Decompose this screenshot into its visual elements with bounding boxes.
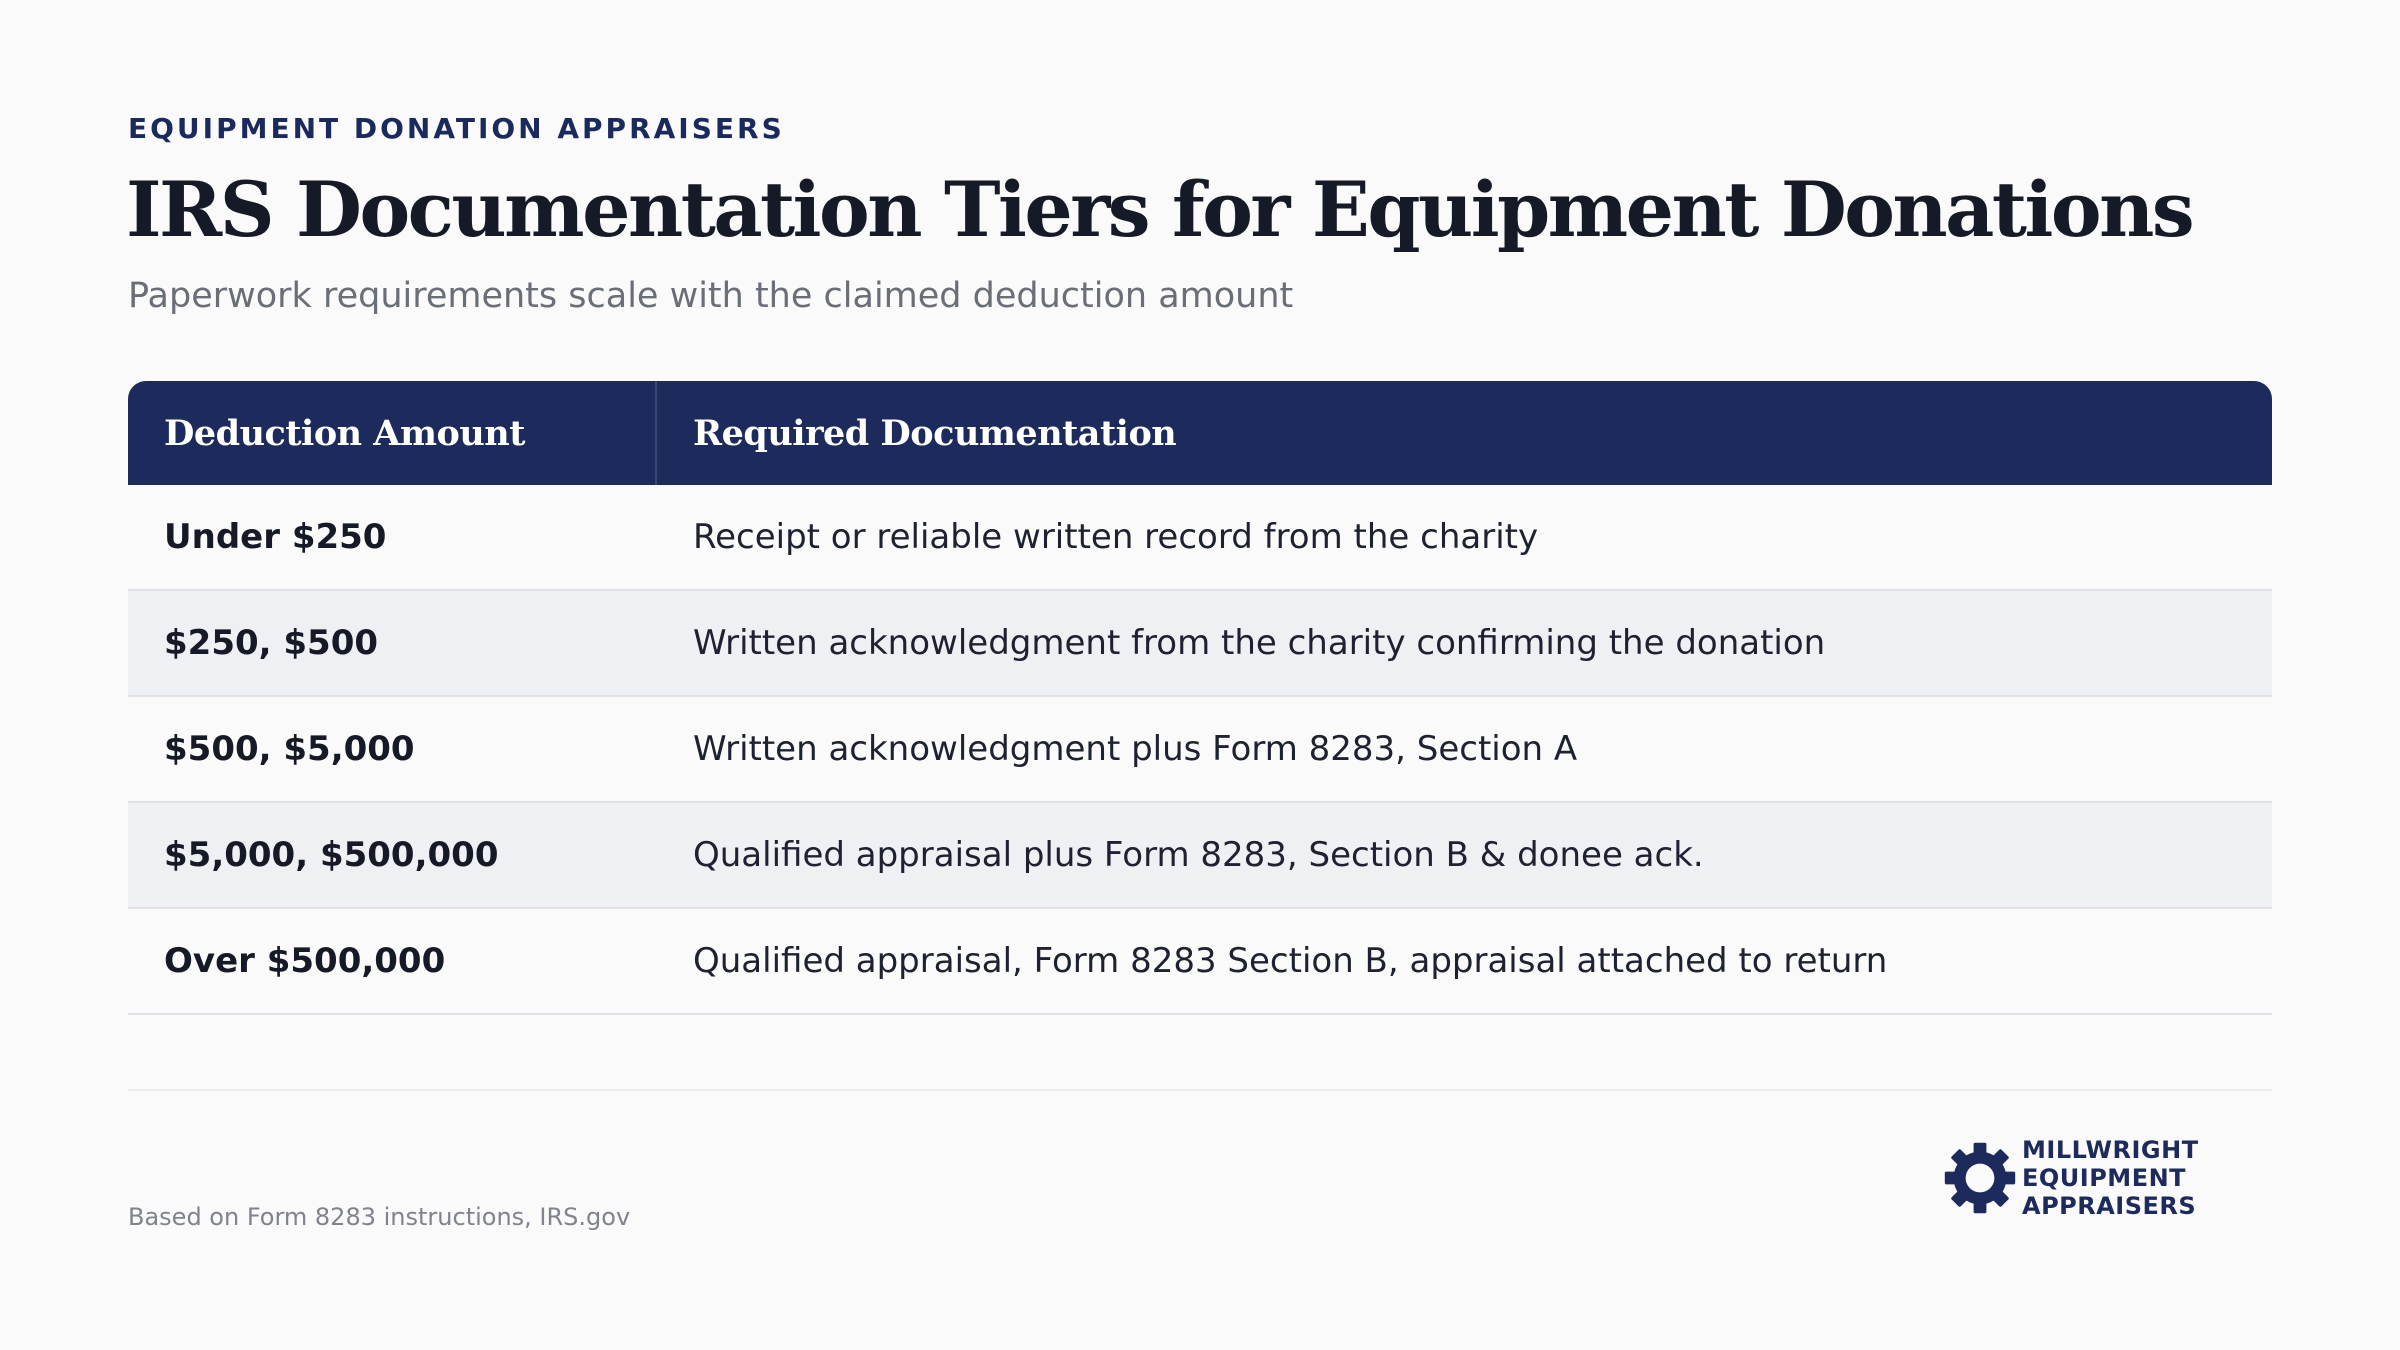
source-note: Based on Form 8283 instructions, IRS.gov xyxy=(128,1203,631,1231)
gear-icon xyxy=(1940,1138,2020,1218)
required-documentation-cell: Written acknowledgment from the charity confirming the donation xyxy=(693,623,1826,663)
deduction-amount-cell: Over $500,000 xyxy=(164,941,446,981)
required-documentation-cell: Written acknowledgment plus Form 8283, Section A xyxy=(693,729,1578,769)
page-subtitle: Paperwork requirements scale with the claimed deduction amount xyxy=(128,276,1294,316)
logo-line: APPRAISERS xyxy=(2022,1192,2197,1220)
logo-line: MILLWRIGHT xyxy=(2022,1136,2199,1164)
documentation-tiers-table xyxy=(128,381,2272,1015)
deduction-amount-cell: $5,000, $500,000 xyxy=(164,835,499,875)
table-row xyxy=(128,909,2272,1015)
required-documentation-cell: Qualified appraisal, Form 8283 Section B, appraisal attached to return xyxy=(693,941,1888,981)
logo-line: EQUIPMENT xyxy=(2022,1164,2187,1192)
required-documentation-cell: Qualified appraisal plus Form 8283, Section B & donee ack. xyxy=(693,835,1704,875)
page-title: IRS Documentation Tiers for Equipment Donations xyxy=(126,165,2193,254)
column-header-deduction-amount: Deduction Amount xyxy=(128,381,657,485)
logo-wordmark xyxy=(2022,1136,2199,1220)
deduction-amount-cell: Under $250 xyxy=(164,517,387,557)
deduction-amount-cell: $250, $500 xyxy=(164,623,379,663)
required-documentation-cell: Receipt or reliable written record from the charity xyxy=(693,517,1539,557)
table-header xyxy=(128,381,2272,485)
company-logo xyxy=(1940,1136,2199,1220)
table-row xyxy=(128,485,2272,591)
footer-divider xyxy=(128,1089,2272,1091)
deduction-amount-cell: $500, $5,000 xyxy=(164,729,415,769)
column-header-required-documentation: Required Documentation xyxy=(693,412,1177,454)
table-row xyxy=(128,803,2272,909)
table-row xyxy=(128,591,2272,697)
eyebrow-label: EQUIPMENT DONATION APPRAISERS xyxy=(128,112,785,145)
table-row xyxy=(128,697,2272,803)
